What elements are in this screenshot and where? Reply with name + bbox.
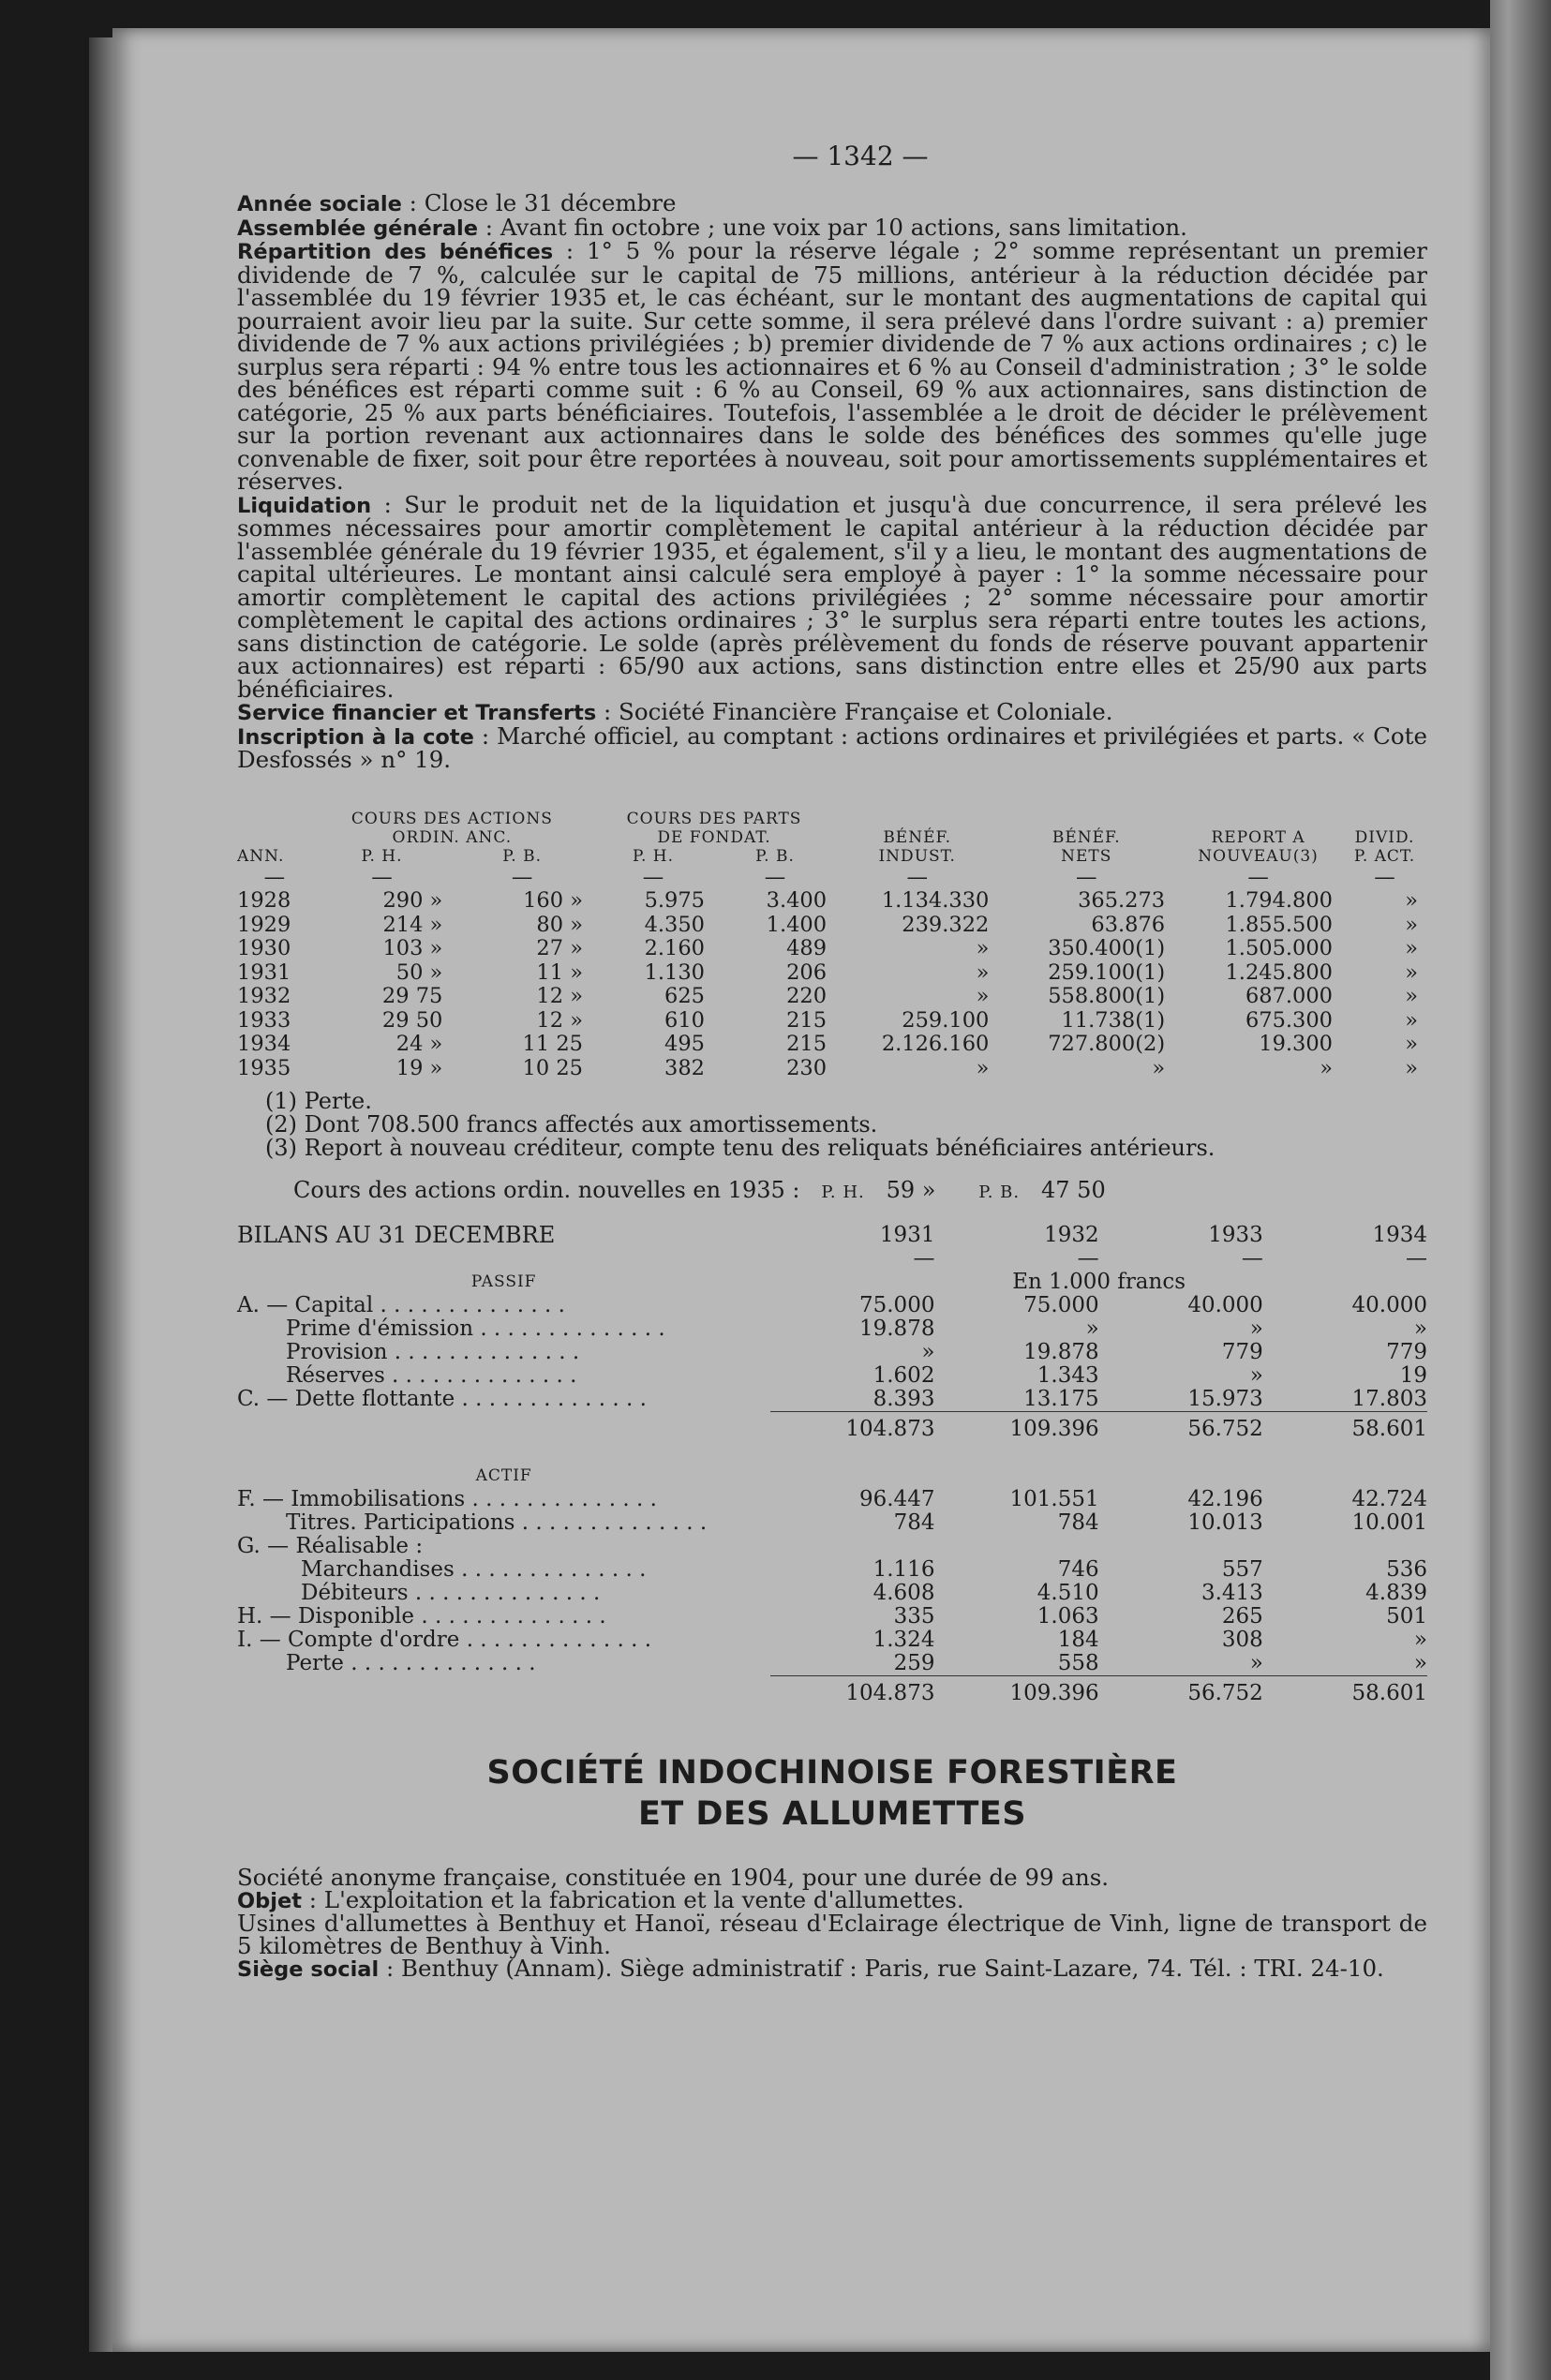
value-cell: 8.393	[872, 1387, 935, 1411]
header-actions-1: COURS DES ACTIONS	[350, 809, 553, 828]
price-cell: 12 »	[536, 1007, 583, 1033]
bilans-title: BILANS AU 31 DECEMBRE	[237, 1222, 556, 1248]
total-cell: 58.601	[1263, 1412, 1427, 1442]
header-parts-1: COURS DES PARTS	[626, 809, 802, 828]
value-cell: 75.000	[1023, 1293, 1099, 1317]
value-cell: 1.602	[872, 1363, 935, 1388]
value-cell: 779	[1221, 1340, 1263, 1364]
value-cell: 1.343	[1036, 1363, 1099, 1388]
price-cell: 2.160	[644, 936, 705, 960]
cours-nouvelles: Cours des actions ordin. nouvelles en 1935 : P. H. 59 » P. B. 47 50	[293, 1177, 1106, 1203]
line-label: Réserves . . . . . . . . . . . . . .	[286, 1363, 577, 1388]
price-cell: 80 »	[536, 912, 583, 937]
value-cell: 15.973	[1187, 1387, 1263, 1411]
header-parts-2: DE FONDAT.	[657, 827, 771, 847]
price-cell: »	[1405, 1032, 1418, 1056]
price-cell: »	[976, 959, 990, 985]
price-cell: 214 »	[382, 912, 443, 937]
line-label: Débiteurs . . . . . . . . . . . . . .	[301, 1581, 601, 1605]
inscription-cote: Inscription à la cote : Marché officiel, au comptant : actions ordinaires et privilégiées et parts. « Cote Desfossés » n° 19.	[237, 721, 1427, 773]
bilan-line	[237, 1317, 1427, 1341]
value-cell: 259	[893, 1651, 935, 1675]
price-cell: »	[976, 1055, 990, 1080]
price-year-cell: 1932	[237, 984, 291, 1008]
bilan-line	[237, 1605, 1427, 1629]
price-year-cell: 1933	[237, 1007, 291, 1033]
value-cell: 4.839	[1365, 1581, 1427, 1605]
siege-line: Siège social : Benthuy (Annam). Siège administratif : Paris, rue Saint-Lazare, 74. Tél. : TRI. 24-10.	[237, 1955, 1384, 1982]
header-pb-2: P. B.	[755, 846, 795, 866]
actif-header	[237, 1465, 1427, 1488]
dash: —	[1406, 1246, 1427, 1271]
value-cell: 3.413	[1201, 1581, 1263, 1605]
total-cell: 58.601	[1263, 1676, 1427, 1706]
value-cell: 1.116	[872, 1557, 935, 1582]
line-label: Prime d'émission . . . . . . . . . . . . . .	[286, 1316, 665, 1341]
price-row	[237, 889, 1427, 914]
price-year-cell: 1931	[237, 959, 291, 985]
price-cell: 24 »	[395, 1032, 443, 1056]
price-cell: 365.273	[1078, 888, 1166, 913]
line-label: C. — Dette flottante . . . . . . . . . . . . . .	[237, 1387, 647, 1412]
price-cell: 259.100(1)	[1048, 959, 1166, 985]
value-cell: 40.000	[1351, 1293, 1427, 1317]
line-label: Provision . . . . . . . . . . . . . .	[286, 1340, 580, 1364]
price-cell: 215	[786, 1032, 828, 1056]
footnote-2: (2) Dont 708.500 francs affectés aux amortissements.	[265, 1111, 878, 1138]
header-pb-1: P. B.	[502, 846, 542, 866]
value-cell: 10.013	[1187, 1510, 1263, 1535]
annee-sociale: Année sociale : Close le 31 décembre	[237, 189, 677, 216]
value-cell: 19.878	[1023, 1340, 1099, 1364]
value-cell: 1.324	[872, 1628, 935, 1652]
price-cell: »	[976, 984, 990, 1008]
price-cell: 1.855.500	[1225, 912, 1333, 937]
value-cell: 4.608	[872, 1581, 935, 1605]
header-divid-2: P. ACT.	[1353, 846, 1416, 866]
company-info	[237, 1864, 1427, 1982]
price-cell: 382	[664, 1055, 705, 1080]
spacer	[770, 1465, 1427, 1488]
price-cell: »	[1152, 1055, 1166, 1080]
total-cell: 109.396	[934, 1412, 1098, 1442]
bilan-line	[237, 1388, 1427, 1412]
value-cell: 10.001	[1351, 1510, 1427, 1535]
bilans-header	[237, 1224, 1427, 1247]
price-cell: 220	[786, 984, 828, 1008]
price-cell: 259.100	[902, 1007, 990, 1033]
value-cell	[1263, 1535, 1427, 1558]
year-header: 1931	[879, 1223, 935, 1247]
year-header: 1934	[1372, 1223, 1427, 1247]
bilan-line	[237, 1364, 1427, 1388]
price-cell: 1.245.800	[1225, 959, 1333, 985]
passif-label: PASSIF	[470, 1272, 537, 1291]
header-ph-1: P. H.	[361, 846, 403, 866]
bilan-line	[237, 1558, 1427, 1582]
bilan-line	[237, 1341, 1427, 1364]
objet-line: Objet : L'exploitation et la fabrication et la vente d'allumettes.	[237, 1886, 964, 1913]
societe-line: Société anonyme française, constituée en 1904, pour une durée de 99 ans.	[237, 1864, 1110, 1891]
price-cell: 290 »	[382, 888, 443, 913]
spacer	[237, 1247, 770, 1271]
price-cell: 5.975	[644, 888, 705, 913]
price-row	[237, 961, 1427, 986]
dash: —	[1077, 1246, 1099, 1271]
total-cell: 56.752	[1099, 1676, 1263, 1706]
spacer	[237, 1412, 770, 1442]
price-cell: »	[976, 936, 990, 960]
header-ann: ANN.	[237, 846, 285, 866]
price-cell: 230	[786, 1055, 828, 1080]
value-cell: 746	[1057, 1557, 1099, 1582]
header-ph-2: P. H.	[632, 846, 674, 866]
price-rows	[237, 889, 1427, 1080]
value-cell: 4.510	[1036, 1581, 1099, 1605]
price-cell: 11 »	[536, 959, 583, 985]
value-cell: 536	[1386, 1557, 1427, 1582]
price-row	[237, 1033, 1427, 1057]
price-row	[237, 1057, 1427, 1081]
price-cell: 1.400	[766, 912, 828, 937]
price-cell: 495	[664, 1032, 705, 1056]
header-report-1: REPORT A	[1211, 827, 1305, 847]
total-cell: 104.873	[770, 1412, 934, 1442]
dash: —	[1241, 1246, 1263, 1271]
value-cell: »	[921, 1340, 935, 1364]
value-cell: 265	[1221, 1604, 1263, 1629]
passif-total	[237, 1412, 1427, 1442]
price-cell: »	[1405, 912, 1418, 937]
header-benef-nets-2: NETS	[1061, 846, 1112, 866]
price-year-cell: 1928	[237, 888, 291, 913]
footnote-1: (1) Perte.	[265, 1088, 372, 1114]
value-cell: 40.000	[1187, 1293, 1263, 1317]
value-cell: 101.551	[1009, 1487, 1099, 1511]
header-report-2: NOUVEAU(3)	[1198, 846, 1319, 866]
bilans-body	[237, 1224, 1427, 1705]
price-cell: 625	[664, 984, 705, 1008]
price-cell: 687.000	[1245, 984, 1333, 1008]
unit-label: En 1.000 francs	[1012, 1270, 1186, 1294]
bilan-line	[237, 1535, 1427, 1558]
value-cell: 501	[1386, 1604, 1427, 1629]
price-cell: 675.300	[1245, 1007, 1333, 1033]
price-year-cell: 1934	[237, 1032, 291, 1056]
price-cell: 11.738(1)	[1061, 1007, 1166, 1033]
price-cell: 29 75	[381, 984, 443, 1008]
value-cell: 184	[1057, 1628, 1099, 1652]
bilan-line	[237, 1629, 1427, 1652]
price-cell: 558.800(1)	[1048, 984, 1166, 1008]
price-row	[237, 1009, 1427, 1034]
price-cell: 1.130	[644, 959, 705, 985]
value-cell: 42.724	[1351, 1487, 1427, 1511]
line-label: Perte . . . . . . . . . . . . . .	[286, 1651, 536, 1676]
footnote-3: (3) Report à nouveau créditeur, compte tenu des reliquats bénéficiaires antérieurs.	[265, 1135, 1215, 1161]
price-cell: 10 25	[522, 1055, 583, 1080]
value-cell	[1099, 1535, 1263, 1558]
value-cell	[934, 1535, 1098, 1558]
value-cell: 42.196	[1187, 1487, 1263, 1511]
prices-table: COURS DES ACTIONS COURS DES PARTS ORDIN. ANC. DE FONDAT. BÉNÉF. BÉNÉF. REPORT A DIVID. ANN. P. H. P. B. P. H. P. B. INDUST. NETS NOUVEAU(3) P. ACT. — — — — — — — — — 1928 290 » 160 » 5.975 3.400 1.134.330 365.273 1.794.800 » 1929 214 » 80 » 4.350 1.400 239.322 63.876 1.855.500 » 1930 103 » 27 » 2.160 489 » 350.400(1) 1.505.000 » 1931 50 » 11 » 1.130 206 » 259.100(1) 1.245.800 » 1932 29 75 12 » 625 220 » 558.800(1) 687.000 » 1933 29 50 12 » 610 215 259.100 11.738(1) 675.300 » 1934 24 » 11 25 495 215 2.126.160 727.800(2) 19.300 » 1935 19 » 10 25 382 230 » » » »	[237, 810, 1427, 1081]
bilans-table	[237, 1224, 1427, 1705]
value-cell	[770, 1535, 934, 1558]
price-cell: 29 50	[381, 1007, 443, 1033]
bilan-line	[237, 1294, 1427, 1317]
price-cell: 63.876	[1091, 912, 1166, 937]
liquidation: Liquidation : Sur le produit net de la liquidation et jusqu'à due concurrence, il sera prélevé les sommes nécessaires pour amortir complètement le capital antérieur à la réduction décidée par l'assemblée générale du 19 février 1935, et également, s'il y a lieu, le montant des augmentations de capital ultérieures. Le montant ainsi calculé sera employé à payer : 1° la somme nécessaire pour amortir complètement le capital des actions privilégiées ; 2° somme nécessaire pour amortir complètement le capital des actions ordinaires ; 3° le surplus sera réparti entre toutes les actions, sans distinction de catégorie. Le solde (après prélèvement du fonds de réserve pouvant appartenir aux actionnaires) est réparti : 65/90 aux actions, sans distinction entre elles et 25/90 aux parts bénéficiaires.	[237, 490, 1427, 703]
service-financier: Service financier et Transferts : Société Financière Française et Coloniale.	[237, 698, 1113, 725]
price-cell: 19 »	[395, 1055, 443, 1080]
price-cell: 239.322	[902, 912, 990, 937]
bilan-line	[237, 1582, 1427, 1605]
price-cell: 19.300	[1259, 1032, 1333, 1056]
value-cell: »	[1249, 1316, 1263, 1341]
price-cell: 4.350	[644, 912, 705, 937]
year-header: 1933	[1208, 1223, 1263, 1247]
usines-line: Usines d'allumettes à Benthuy et Hanoï, réseau d'Eclairage électrique de Vinh, ligne de transport de 5 kilomètres de Benthuy à Vinh.	[237, 1910, 1427, 1959]
price-cell: 50 »	[395, 959, 443, 985]
price-year-cell: 1935	[237, 1055, 291, 1080]
price-cell: 1.134.330	[881, 888, 990, 913]
price-year-cell: 1929	[237, 912, 291, 937]
price-cell: »	[1405, 1007, 1418, 1033]
line-label: Titres. Participations . . . . . . . . . . . . . .	[286, 1510, 708, 1535]
bilans-dashes	[237, 1247, 1427, 1271]
value-cell: »	[1249, 1363, 1263, 1388]
spacer	[237, 1441, 1427, 1465]
page-number: — 1342 —	[792, 141, 929, 171]
price-cell: »	[1320, 1055, 1333, 1080]
price-year-cell: 1930	[237, 936, 291, 960]
header-benef-indust-2: INDUST.	[878, 846, 956, 866]
price-cell: »	[1405, 888, 1418, 913]
value-cell: 19	[1399, 1363, 1427, 1388]
price-cell: 1.794.800	[1225, 888, 1333, 913]
footnotes	[237, 1090, 1427, 1160]
price-cell: 610	[664, 1007, 705, 1033]
spacer	[1263, 1271, 1427, 1294]
repartition-benefices: Répartition des bénéfices : 1° 5 % pour la réserve légale ; 2° somme représentant un premier dividende de 7 %, calculée sur le capital de 75 millions, antérieur à la réduction décidée par l'assemblée du 19 février 1935 et, le cas échéant, sur le montant des augmentations de capital qui pourraient avoir lieu par la suite. Sur cette somme, il sera prélevé dans l'ordre suivant : a) premier dividende de 7 % aux actions privilégiées ; b) premier dividende de 7 % aux actions ordinaires ; c) le surplus sera réparti : 94 % entre tous les actionnaires et 6 % au Conseil d'administration ; 3° le solde des bénéfices est réparti comme suit : 6 % au Conseil, 69 % aux actionnaires, sans distinction de catégorie, 25 % aux parts bénéficiaires. Toutefois, l'assemblée a le droit de décider le prélèvement sur la portion revenant aux actionnaires dans le solde des bénéfices des sommes qu'elle juge convenable de fixer, soit pour être reportées à nouveau, soit pour amortissements supplémentaires et réserves.	[237, 237, 1427, 495]
year-header: 1932	[1044, 1223, 1099, 1247]
line-label: Marchandises . . . . . . . . . . . . . .	[301, 1557, 647, 1582]
price-cell: »	[1405, 984, 1418, 1008]
value-cell: »	[1413, 1651, 1427, 1675]
price-cell: 160 »	[523, 888, 583, 913]
price-cell: 215	[786, 1007, 828, 1033]
value-cell: »	[1413, 1628, 1427, 1652]
line-label: A. — Capital . . . . . . . . . . . . . .	[237, 1293, 565, 1317]
value-cell: 784	[893, 1510, 935, 1535]
value-cell: 308	[1221, 1628, 1263, 1652]
actif-label: ACTIF	[475, 1466, 532, 1485]
assemblee-generale: Assemblée générale : Avant fin octobre ; une voix par 10 actions, sans limitation.	[237, 213, 1187, 241]
price-cell: 206	[786, 959, 828, 985]
value-cell: »	[1413, 1316, 1427, 1341]
company-title: SOCIÉTÉ INDOCHINOISE FORESTIÈRE ET DES ALLUMETTES	[486, 1754, 1178, 1833]
price-cell: 489	[786, 936, 828, 960]
price-row	[237, 914, 1427, 938]
page-content	[237, 141, 1427, 1981]
bilan-line	[237, 1488, 1427, 1511]
total-cell: 109.396	[934, 1676, 1098, 1706]
value-cell: 335	[893, 1604, 935, 1629]
total-cell: 104.873	[770, 1676, 934, 1706]
price-cell: 350.400(1)	[1048, 936, 1166, 960]
value-cell: 558	[1057, 1651, 1099, 1675]
value-cell: 1.063	[1036, 1604, 1099, 1629]
bilan-line	[237, 1652, 1427, 1676]
price-cell: 727.800(2)	[1048, 1032, 1166, 1056]
value-cell: 13.175	[1023, 1387, 1099, 1411]
price-cell: 2.126.160	[881, 1032, 990, 1056]
actif-total	[237, 1676, 1427, 1706]
spacer	[770, 1271, 934, 1294]
price-cell: »	[1405, 1055, 1418, 1080]
price-cell: 11 25	[522, 1032, 583, 1056]
line-label: H. — Disponible . . . . . . . . . . . . . .	[237, 1604, 606, 1629]
value-cell: 779	[1386, 1340, 1427, 1364]
header-actions-2: ORDIN. ANC.	[392, 827, 513, 847]
value-cell: 19.878	[858, 1316, 935, 1341]
right-page-edge	[1490, 0, 1551, 2380]
line-label: G. — Réalisable :	[237, 1534, 424, 1558]
price-cell: »	[1405, 959, 1418, 985]
value-cell: 784	[1057, 1510, 1099, 1535]
value-cell: 17.803	[1351, 1387, 1427, 1411]
bilan-line	[237, 1511, 1427, 1535]
line-label: F. — Immobilisations . . . . . . . . . . . . . .	[237, 1487, 657, 1511]
spacer-row	[237, 1441, 1427, 1465]
price-row	[237, 985, 1427, 1009]
price-cell: 1.505.000	[1225, 936, 1333, 960]
value-cell: 557	[1221, 1557, 1263, 1582]
spacer	[237, 1676, 770, 1706]
value-cell: 96.447	[858, 1487, 935, 1511]
total-cell: 56.752	[1099, 1412, 1263, 1442]
bilans-unit-row	[237, 1271, 1427, 1294]
header-benef-indust-1: BÉNÉF.	[883, 827, 952, 847]
price-cell: 12 »	[536, 984, 583, 1008]
price-cell: »	[1405, 936, 1418, 960]
price-cell: 3.400	[766, 888, 828, 913]
header-divid-1: DIVID.	[1354, 827, 1415, 847]
price-cell: 103 »	[382, 936, 443, 960]
value-cell: 75.000	[858, 1293, 935, 1317]
value-cell: »	[1085, 1316, 1099, 1341]
dash: —	[913, 1246, 935, 1271]
header-benef-nets-1: BÉNÉF.	[1051, 827, 1121, 847]
price-cell: 27 »	[536, 936, 583, 960]
value-cell: »	[1249, 1651, 1263, 1675]
line-label: I. — Compte d'ordre . . . . . . . . . . . . . .	[237, 1628, 652, 1652]
price-row	[237, 937, 1427, 961]
